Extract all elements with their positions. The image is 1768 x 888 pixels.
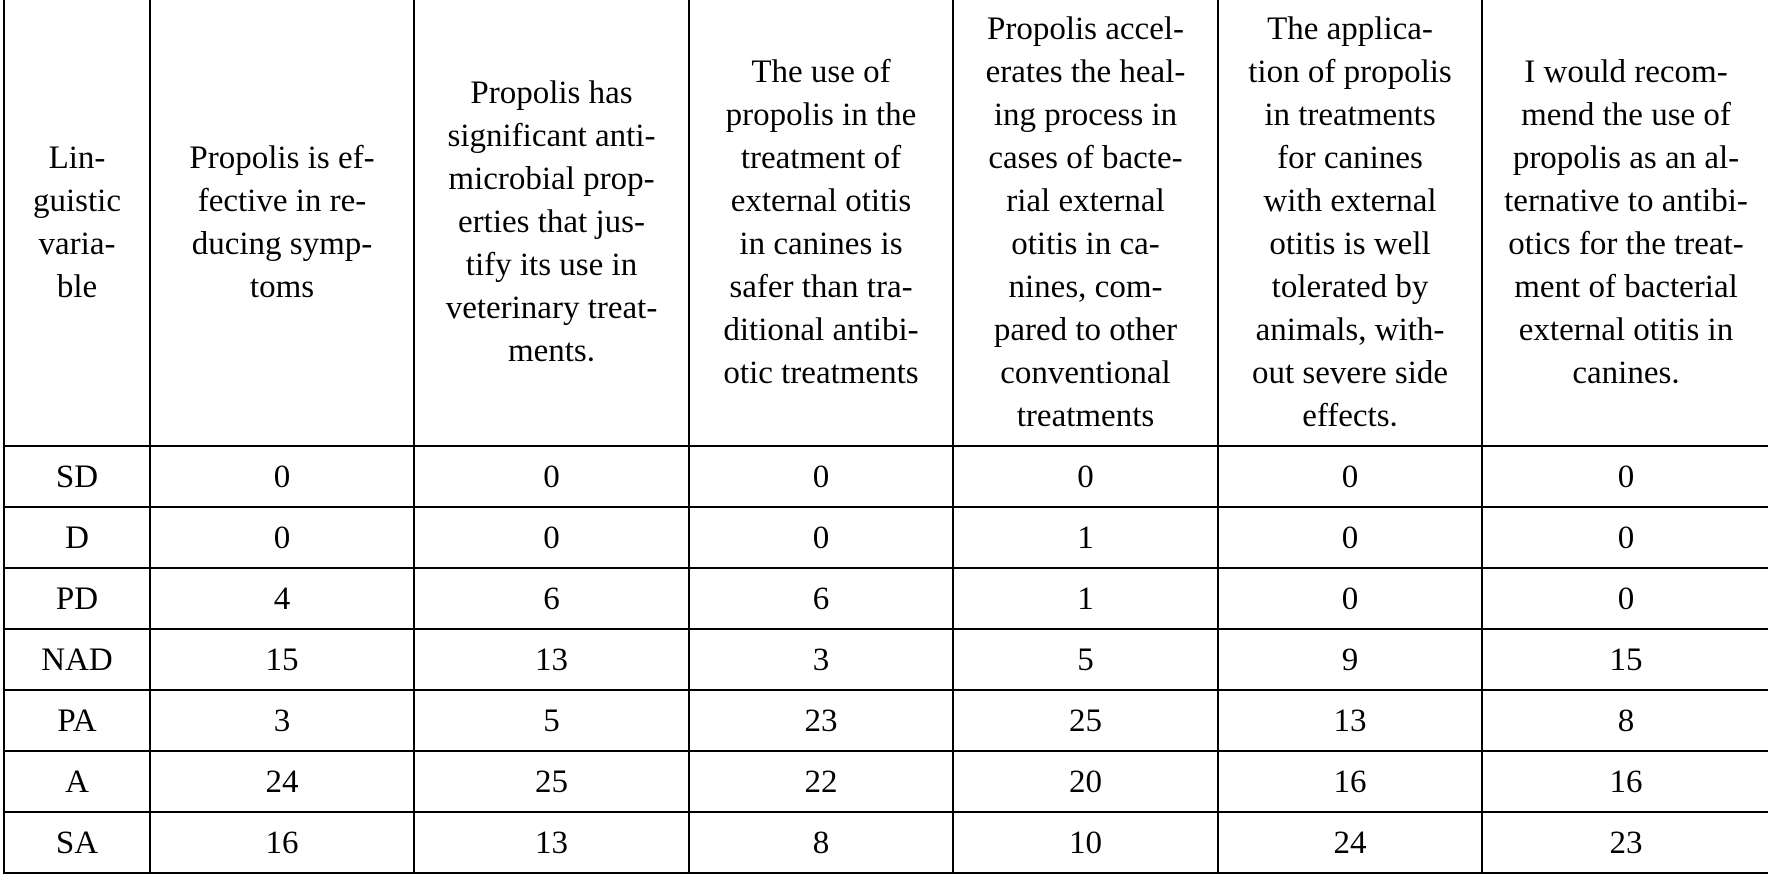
header-label: Propolis is ef- fective in re- ducing symp- toms [189,139,375,305]
header-well-tolerated [1218,0,1482,446]
table-cell: 1 [953,568,1218,629]
header-label: Propolis has significant anti- microbial prop- erties that jus- tify its use in veterinary treat- ments. [445,75,658,369]
table-cell: 0 [689,507,953,568]
table-cell: 20 [953,751,1218,812]
table-cell: 0 [1218,446,1482,507]
header-label: Propolis accel- erates the heal- ing process in cases of bacte- rial external otitis in ca- nines, com- pared to other conventional treatments [985,10,1186,434]
header-safer-than-antibiotics [689,0,953,446]
table-cell: 13 [414,812,689,873]
row-label-cell: PD [4,568,150,629]
table-cell: 25 [414,751,689,812]
table-cell: 0 [689,446,953,507]
table-row [4,629,1768,690]
table-row [4,751,1768,812]
table-cell: 6 [414,568,689,629]
header-would-recommend [1482,0,1768,446]
table-cell: 1 [953,507,1218,568]
table-cell: 9 [1218,629,1482,690]
table-cell: 0 [1482,568,1768,629]
table-cell: 0 [414,507,689,568]
table-cell: 8 [1482,690,1768,751]
table-cell: 23 [689,690,953,751]
row-label-cell: PA [4,690,150,751]
header-reducing-symptoms [150,0,414,446]
table-cell: 24 [1218,812,1482,873]
table-cell: 13 [414,629,689,690]
row-label-cell: SA [4,812,150,873]
table-cell: 23 [1482,812,1768,873]
table-cell: 0 [1218,568,1482,629]
table-row [4,812,1768,873]
header-accelerates-healing [953,0,1218,446]
table-cell: 0 [953,446,1218,507]
table-cell: 8 [689,812,953,873]
table-cell: 4 [150,568,414,629]
table-cell: 0 [150,507,414,568]
table-cell: 24 [150,751,414,812]
header-linguistic-variable [4,0,150,446]
table-cell: 15 [1482,629,1768,690]
table-cell: 3 [689,629,953,690]
table-cell: 0 [414,446,689,507]
table-cell: 0 [1482,507,1768,568]
table-cell: 0 [150,446,414,507]
header-label: The applica- tion of propolis in treatments for canines with external otitis is well tolerated by animals, with- out severe side effects. [1248,10,1452,434]
table-row [4,690,1768,751]
likert-results-table [3,0,1768,874]
header-label: The use of propolis in the treatment of external otitis in canines is safer than tra- ditional antibi- otic treatments [723,53,919,391]
header-label: I would recom- mend the use of propolis as an al- ternative to antibi- otics for the treat- ment of bacterial external otitis in canines. [1504,53,1748,391]
table-row [4,446,1768,507]
table-cell: 10 [953,812,1218,873]
table-cell: 16 [1218,751,1482,812]
table-cell: 5 [953,629,1218,690]
table-cell: 22 [689,751,953,812]
table-cell: 15 [150,629,414,690]
table-cell: 25 [953,690,1218,751]
row-label-cell: SD [4,446,150,507]
table-cell: 0 [1218,507,1482,568]
header-row [4,0,1768,446]
table-cell: 16 [1482,751,1768,812]
table-cell: 5 [414,690,689,751]
table-cell: 3 [150,690,414,751]
header-label: Lin- guistic varia- ble [33,139,121,305]
table-row [4,507,1768,568]
table-row [4,568,1768,629]
table-cell: 6 [689,568,953,629]
table-cell: 0 [1482,446,1768,507]
table-cell: 13 [1218,690,1482,751]
row-label-cell: NAD [4,629,150,690]
row-label-cell: D [4,507,150,568]
header-antimicrobial-properties [414,0,689,446]
row-label-cell: A [4,751,150,812]
table-cell: 16 [150,812,414,873]
